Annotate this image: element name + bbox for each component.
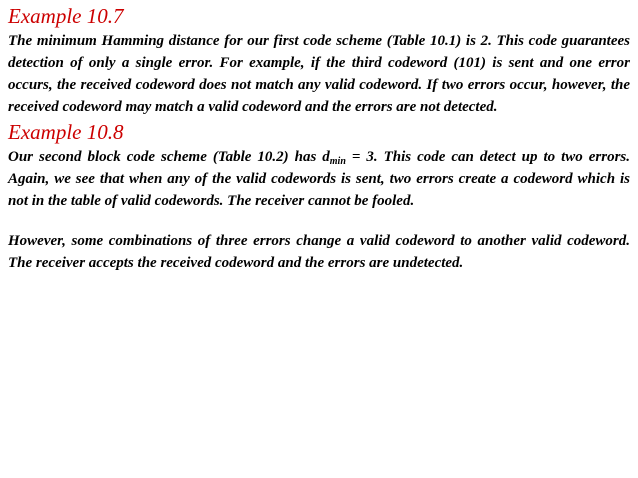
spacer <box>8 212 630 230</box>
body-1-post: = 3. This code can detect up to two errors. Again, we see that when any of the valid codewords is sent, two errors create a codeword which is not in the table of valid codewords. The receiver cannot be fooled. <box>8 149 630 209</box>
example-10-8-body-2: However, some combinations of three errors change a valid codeword to another valid codeword. The receiver accepts the received codeword and the errors are undetected. <box>8 233 630 271</box>
example-10-7-body: The minimum Hamming distance for our first code scheme (Table 10.1) is 2. This code guarantees detection of only a single error. For example, if the third codeword (101) is sent and one error occurs, the received codeword does not match any valid codeword. If two errors occur, however, the received codeword may match a valid codeword and the errors are not detected. <box>8 33 630 115</box>
example-10-7-heading: Example 10.7 <box>8 4 124 28</box>
body-1-pre: Our second block code scheme (Table 10.2) has d <box>8 149 330 165</box>
d-min-subscript: min <box>329 156 346 167</box>
example-10-8-body-1 <box>8 146 630 212</box>
example-10-8-heading: Example 10.8 <box>8 120 124 144</box>
